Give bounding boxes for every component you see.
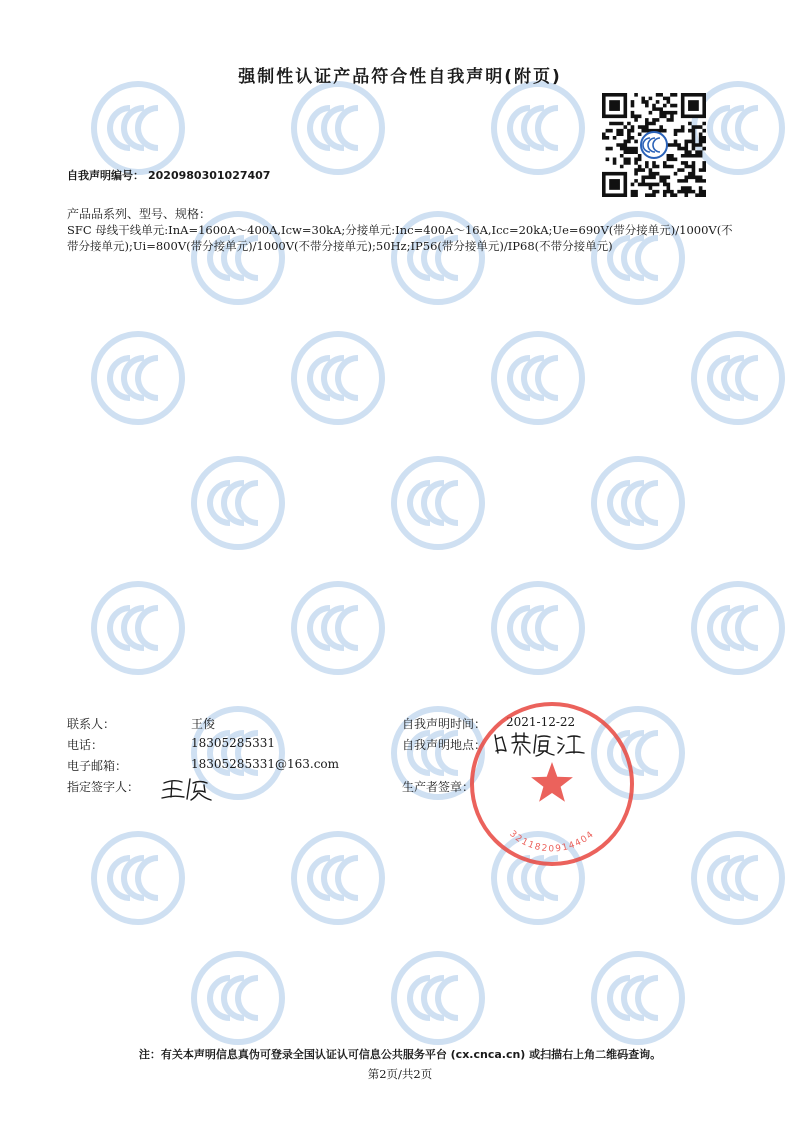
- phone-label: 电话：: [67, 738, 104, 752]
- email-label: 电子邮箱：: [67, 759, 128, 773]
- footer-note: 注：有关本声明信息真伪可登录全国认证认可信息公共服务平台 (cx.cnca.cn) 或扫描右上角二维码查询。: [138, 1048, 662, 1061]
- seal-code: 3211820914404: [507, 829, 597, 855]
- page-title: 强制性认证产品符合性自我声明(附页): [238, 67, 562, 87]
- spec-label: 产品品系列、型号、规格：: [67, 207, 212, 221]
- signer-signature: [160, 775, 214, 803]
- declaration-number-value: 2020980301027407: [148, 169, 271, 182]
- qr-code-icon[interactable]: [602, 93, 706, 197]
- email-value: 18305285331@163.com: [191, 757, 340, 771]
- star-icon: [531, 762, 573, 802]
- declaration-number-row: [67, 167, 270, 183]
- svg-text:3211820914404: [507, 829, 596, 854]
- spec-text: SFC 母线干线单元:InA=1600A～400A,Icw=30kA;分接单元:Inc=400A～16A,Icc=20kA;Ue=690V(带分接单元)/1000V(不带分接单元);Ui=800V(带分接单元)/1000V(不带分接单元);50Hz;IP56(带分接单元)/IP68(不带分接单元): [67, 223, 733, 253]
- declaration-number-label: 自我声明编号：: [67, 169, 144, 182]
- contact-person-label: 联系人：: [67, 717, 116, 731]
- producer-stamp-label: 生产者签章：: [402, 780, 475, 794]
- signer-label: 指定签字人：: [67, 780, 140, 794]
- declaration-time-value: 2021-12-22: [506, 715, 576, 729]
- declaration-place-label: 自我声明地点：: [402, 738, 487, 752]
- page-number: 第2页/共2页: [367, 1067, 433, 1081]
- declaration-time-label: 自我声明时间：: [402, 717, 487, 731]
- phone-value: 18305285331: [191, 736, 275, 750]
- company-seal: [466, 698, 638, 870]
- contact-person-value: 王俊: [191, 717, 216, 731]
